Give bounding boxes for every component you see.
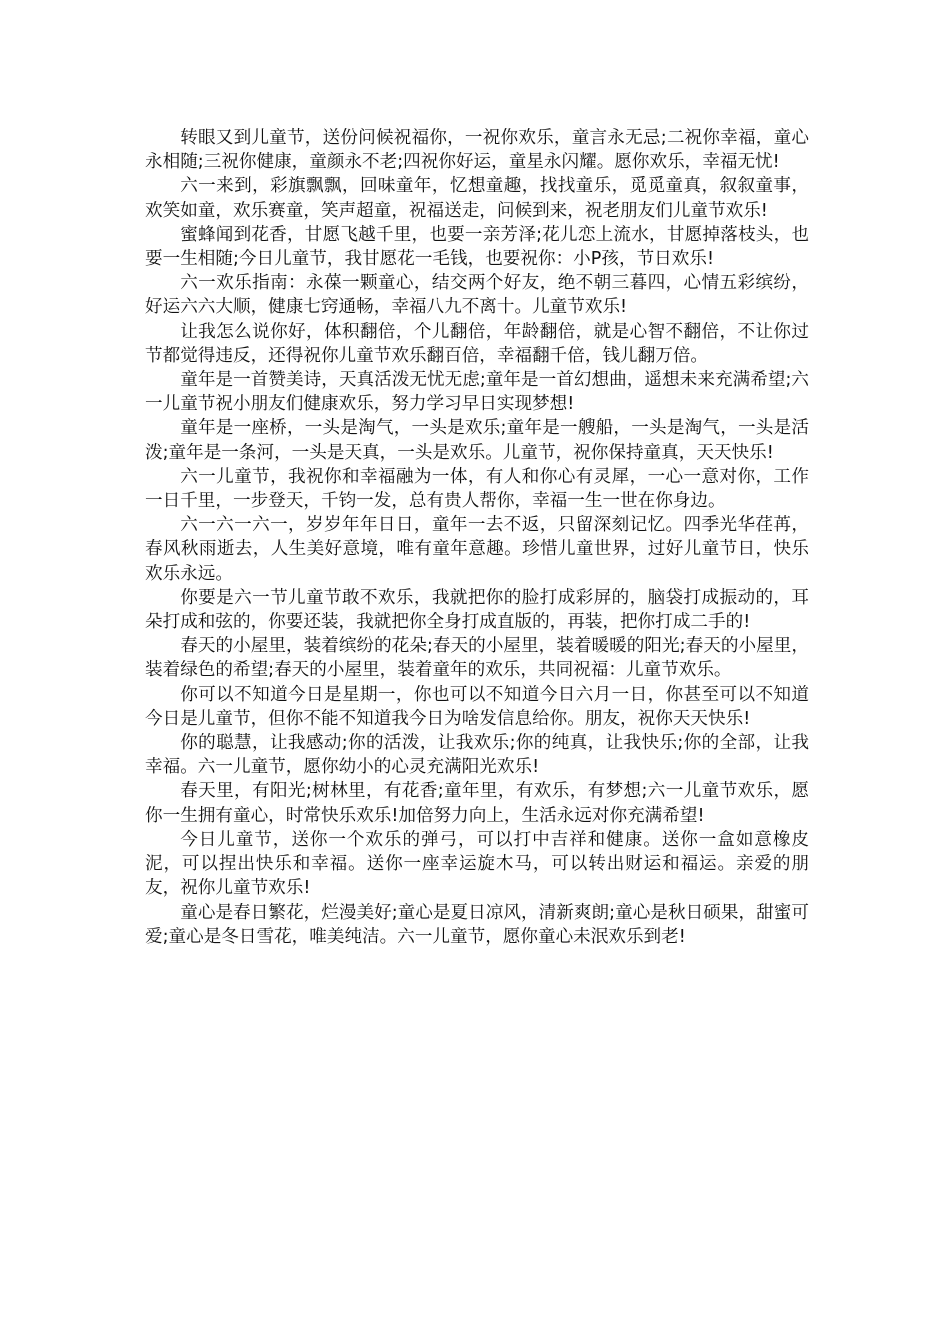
document-body	[145, 126, 809, 949]
paragraph-15: 今日儿童节，送你一个欢乐的弹弓，可以打中吉祥和健康。送你一盒如意橡皮泥，可以捏出快乐和幸福。送你一座幸运旋木马，可以转出财运和福运。亲爱的朋友，祝你儿童节欢乐!	[145, 829, 809, 899]
paragraph-13: 你的聪慧，让我感动;你的活泼，让我欢乐;你的纯真，让我快乐;你的全部，让我幸福。六一儿童节，愿你幼小的心灵充满阳光欢乐!	[145, 733, 809, 778]
paragraph-1: 转眼又到儿童节，送份问候祝福你，一祝你欢乐，童言永无忌;二祝你幸福，童心永相随;三祝你健康，童颜永不老;四祝你好运，童星永闪耀。愿你欢乐，幸福无忧!	[145, 128, 809, 173]
paragraph-16: 童心是春日繁花，烂漫美好;童心是夏日凉风，清新爽朗;童心是秋日硕果，甜蜜可爱;童心是冬日雪花，唯美纯洁。六一儿童节，愿你童心未泯欢乐到老!	[145, 902, 809, 947]
paragraph-2: 六一来到，彩旗飘飘，回味童年，忆想童趣，找找童乐，觅觅童真，叙叙童事，欢笑如童，欢乐赛童，笑声超童，祝福送走，问候到来，祝老朋友们儿童节欢乐!	[145, 176, 809, 221]
paragraph-7: 童年是一座桥，一头是淘气，一头是欢乐;童年是一艘船，一头是淘气，一头是活泼;童年是一条河，一头是天真，一头是欢乐。儿童节，祝你保持童真，天天快乐!	[145, 418, 809, 463]
paragraph-5: 让我怎么说你好，体积翻倍，个儿翻倍，年龄翻倍，就是心智不翻倍，不让你过节都觉得违反，还得祝你儿童节欢乐翻百倍，幸福翻千倍，钱儿翻万倍。	[145, 321, 809, 366]
paragraph-10: 你要是六一节儿童节敢不欢乐，我就把你的脸打成彩屏的，脑袋打成振动的，耳朵打成和弦的，你要还装，我就把你全身打成直版的，再装，把你打成二手的!	[145, 587, 809, 633]
paragraph-4: 六一欢乐指南：永葆一颗童心，结交两个好友，绝不朝三暮四，心情五彩缤纷，好运六六大顺，健康七窍通畅，幸福八九不离十。儿童节欢乐!	[145, 273, 809, 318]
paragraph-8: 六一儿童节，我祝你和幸福融为一体，有人和你心有灵犀，一心一意对你，工作一日千里，一步登天，千钧一发，总有贵人帮你，幸福一生一世在你身边。	[145, 466, 809, 512]
paragraph-14: 春天里，有阳光;树林里，有花香;童年里，有欢乐，有梦想;六一儿童节欢乐，愿你一生拥有童心，时常快乐欢乐!加倍努力向上，生活永远对你充满希望!	[145, 781, 809, 826]
paragraph-11: 春天的小屋里，装着缤纷的花朵;春天的小屋里，装着暖暖的阳光;春天的小屋里，装着绿色的希望;春天的小屋里，装着童年的欢乐，共同祝福：儿童节欢乐。	[145, 636, 809, 681]
paragraph-3: 蜜蜂闻到花香，甘愿飞越千里，也要一亲芳泽;花儿恋上流水，甘愿掉落枝头，也要一生相随;今日儿童节，我甘愿花一毛钱，也要祝你：小P孩，节日欢乐!	[145, 224, 809, 270]
paragraph-9: 六一六一六一，岁岁年年日日，童年一去不返，只留深刻记忆。四季光华荏苒，春风秋雨逝去，人生美好意境，唯有童年意趣。珍惜儿童世界，过好儿童节日，快乐欢乐永远。	[145, 515, 809, 584]
paragraph-12: 你可以不知道今日是星期一，你也可以不知道今日六月一日，你甚至可以不知道今日是儿童节，但你不能不知道我今日为啥发信息给你。朋友，祝你天天快乐!	[145, 684, 809, 729]
paragraph-6: 童年是一首赞美诗，天真活泼无忧无虑;童年是一首幻想曲，遥想未来充满希望;六一儿童节祝小朋友们健康欢乐，努力学习早日实现梦想!	[145, 370, 809, 415]
